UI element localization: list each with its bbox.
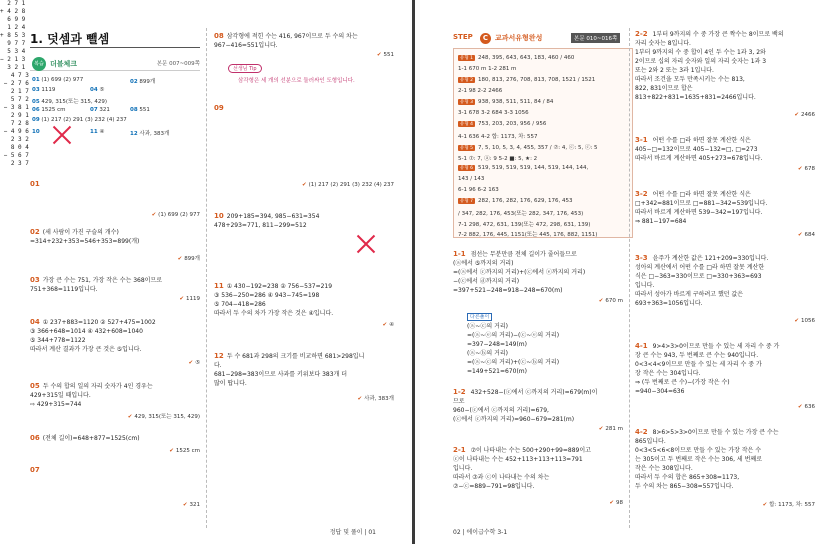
question-2-1: 2-1 ⑦이 나타내는 수는 500+290+99=889이고 ⓒ이 나타내는 수는 452+113+113+113=791 입니다. 따라서 ⑦과 ⓒ이 나타내는 수의 차는 ⑦−ⓒ=889−791=98입니다. bbox=[453, 446, 591, 490]
question-06: 06 (전체 길이)=648+877=1525(cm) bbox=[30, 434, 140, 442]
q3-2-answer: ✔ 684 bbox=[797, 232, 815, 238]
answer-row: 2-1 98 2-2 2466 bbox=[458, 88, 503, 94]
question-3-3: 3-3 윤주가 계산한 값은 121+209=330입니다. 성아의 계산에서 어떤 수를 □라 하면 잘못 계산한 식은 □−363=330이므로 □=330+363=693 입니다. 따라서 성아가 바르게 구하려고 했던 값은 693+363=1056입니다. bbox=[635, 254, 769, 307]
answer-row: 유형 4 753, 203, 203, 956 / 956 bbox=[460, 121, 547, 127]
question-1-1: 1-1 점선는 무분만큼 전체 길이가 줄어들므로 (ⓐ에서 ⑤까지의 거리) =(ⓐ에서 ⓒ까지의 거리)+(ⓒ에서 ⓔ까지의 거리) −(ⓒ에서 ⓓ까지의 거리) =397+521−248=918−248=670(m) bbox=[453, 250, 586, 294]
double-check-box bbox=[30, 55, 200, 173]
review-page-ref: 본문 007~009쪽 bbox=[156, 61, 200, 67]
q3-3-answer: ✔ 1056 bbox=[794, 318, 815, 324]
question-03: 03 가장 큰 수는 751, 가장 작은 수는 368이므로 751+368=1119입니다. bbox=[30, 276, 163, 293]
answer-row: / 347, 282, 176, 453(또는 282, 347, 176, 453) bbox=[458, 211, 584, 217]
q2-1-answer: ✔ 98 bbox=[609, 500, 623, 506]
answer-row: 143 / 143 bbox=[458, 176, 485, 182]
question-08: 08 삼각형에 적힌 수는 416, 967이므로 두 수의 차는 967−416=551입니다. bbox=[214, 32, 358, 49]
question-1-2: 1-2 432+528−(ⓒ에서 ⓒ까지의 거리)=679(m)이 므로 960−(ⓒ에서 ⓒ까지의 거리)=679, (ⓒ에서 ⓒ까지의 거리)=960−679=281(m) bbox=[453, 388, 598, 423]
review-row: 11 ④ bbox=[90, 129, 105, 135]
q09-math-4: 8 0 4 − 5 6 7 2 3 7 bbox=[3, 144, 29, 167]
q1-1-answer: ✔ 670 m bbox=[598, 298, 623, 304]
review-row: 05 429, 315(또는 315, 429) bbox=[32, 99, 108, 105]
answer-row: 유형 6 519, 519, 519, 519, 144, 519, 144, 144, bbox=[460, 165, 589, 171]
answer-row: 유형 1 248, 395, 643, 643, 183, 460 / 460 bbox=[460, 55, 575, 61]
review-badge: 복습 bbox=[32, 57, 46, 71]
hint-badge: 선생님 Tip bbox=[228, 64, 262, 73]
question-09: 09 bbox=[214, 104, 224, 112]
q11-answer: ✔ ④ bbox=[382, 322, 394, 328]
q12-answer: ✔ 사과, 383개 bbox=[357, 396, 394, 402]
chapter-rule bbox=[30, 47, 200, 48]
question-3-1: 3-1 어떤 수를 □라 하면 잘못 계산한 식은 405−□=132이므로 405−132=□, □=273 따라서 바르게 계산하면 405+273=678입니다. bbox=[635, 136, 763, 162]
left-page bbox=[0, 0, 412, 544]
right-page bbox=[415, 0, 827, 544]
q02-answer: ✔ 899개 bbox=[177, 256, 200, 262]
cross-mark-icon bbox=[356, 234, 376, 254]
alternate-solution: 다른풀이 (ⓐ~ⓒ의 거리) =(ⓐ~ⓔ의 거리)−(ⓒ~ⓔ의 거리) =397−248=149(m) (ⓐ~ⓑ의 거리) =(ⓐ~ⓒ의 거리)+(ⓒ~ⓑ의 거리) =149+521=670(m) bbox=[467, 314, 560, 375]
cross-mark-icon bbox=[52, 125, 72, 145]
question-04: 04 ① 237+883=1120 ② 527+475=1002 ③ 366+648=1014 ④ 432+608=1040 ⑤ 344+778=1122 따라서 계산 결과가 가장 큰 것은 ⑤입니다. bbox=[30, 318, 156, 353]
question-12: 12 두 수 681과 298의 크기를 비교하면 681>298입니 다. 681−298=383이므로 사과를 키위보다 383개 더 많이 땁니다. bbox=[214, 352, 365, 387]
question-2-2: 2-2 1부터 9까지의 수 중 가장 큰 짝수는 8이므로 백의 자리 숫자는 8입니다. 1부터 9까지의 수 중 합이 4인 두 수는 1과 3, 2와 2이므로 십의 자리 숫자와 일의 자리 숫자는 1과 3 또는 2와 2 또는 3과 1입니다. 따라서 조건을 모두 만족시키는 수는 813, 822, 831이므로 합은 813+822+831=1635+831=2466입니다. bbox=[635, 30, 784, 101]
step-letter: C bbox=[480, 33, 491, 44]
column-divider bbox=[629, 28, 630, 528]
answer-row: 유형 7 282, 176, 282, 176, 629, 176, 453 bbox=[460, 198, 573, 204]
q3-1-answer: ✔ 678 bbox=[797, 166, 815, 172]
quick-answer-box bbox=[453, 48, 633, 238]
question-01: 01 bbox=[30, 180, 40, 188]
question-3-2: 3-2 어떤 수를 □라 하면 잘못 계산한 식은 □+342=881이므로 □=881−342=539입니다. 따라서 바르게 계산하면 539−342=197입니다. ⇒ 881−197=684 bbox=[635, 190, 768, 225]
review-row: 06 1525 cm bbox=[32, 107, 66, 113]
q07-math: 5 3 4 − 2 1 3 3 2 1 bbox=[0, 48, 26, 71]
q09-math-2: 5 7 2 − 3 8 1 2 9 1 bbox=[3, 96, 29, 119]
answer-row: 5-1 ⑦: 7, ⓐ: 9 5-2 ■: 5, ★: 2 bbox=[458, 156, 538, 162]
step-page-ref: 본문 010~016쪽 bbox=[571, 33, 620, 43]
question-11: 11 ① 430−192=238 ② 756−537=219 ③ 536−250=286 ④ 943−745=198 ⑤ 704−418=286 따라서 두 수의 차가 가장 작은 것은 ④입니다. bbox=[214, 282, 334, 317]
q09-answer: ✔ (1) 217 (2) 291 (3) 232 (4) 237 bbox=[301, 182, 394, 188]
q06-answer: ✔ 1525 cm bbox=[169, 448, 200, 454]
answer-row: 1-1 670 m 1-2 281 m bbox=[458, 66, 517, 72]
answer-row: 7-1 298, 472, 631, 139(또는 472, 298, 631, 139) bbox=[458, 222, 591, 228]
q09-math-1: 4 7 3 − 2 7 6 2 1 7 bbox=[3, 72, 29, 95]
hint-text: 삼각형은 세 개의 선분으로 둘러싸인 도형입니다. bbox=[238, 78, 355, 84]
answer-row: 유형 3 938, 938, 511, 511, 84 / 84 bbox=[460, 99, 554, 105]
column-divider bbox=[206, 28, 207, 528]
q4-2-answer: ✔ 합: 1173, 차: 557 bbox=[762, 502, 815, 508]
chapter-title: 1. 덧셈과 뺄셈 bbox=[30, 32, 110, 46]
q05-answer: ✔ 429, 315(또는 315, 429) bbox=[127, 414, 200, 420]
right-footer: 02 | 에이급수학 3-1 bbox=[453, 529, 508, 536]
review-row: 03 1119 bbox=[32, 87, 56, 93]
review-row: 07 321 bbox=[90, 107, 110, 113]
answer-row: 유형 5 7, 5, 10, 5, 3, 4, 455, 357 / ⑦: 4, ⓒ: 5, ⓒ: 5 bbox=[460, 145, 598, 151]
q08-answer: ✔ 551 bbox=[376, 52, 394, 58]
q03-answer: ✔ 1119 bbox=[179, 296, 200, 302]
review-row: 12 사과, 383개 bbox=[130, 131, 170, 137]
step-title: 교과서유형완성 bbox=[495, 34, 543, 42]
review-row: 04 ⑤ bbox=[90, 87, 105, 93]
q1-2-answer: ✔ 281 m bbox=[598, 426, 623, 432]
question-4-1: 4-1 9>4>3>0이므로 만들 수 있는 세 자리 수 중 가 장 큰 수는 943, 두 번째로 큰 수는 940입니다. 0<3<4<9이므로 만들 수 있는 세 자리 수 중 가 장 작은 수는 304입니다. ⇒ (두 번째로 큰 수)−(가장 작은 수) =940−304=636 bbox=[635, 342, 780, 395]
step-label: STEP bbox=[453, 33, 473, 41]
question-4-2: 4-2 8>6>5>3>0이므로 만들 수 있는 가장 큰 수는 865입니다. 0<3<5<6<8이므로 만들 수 있는 가장 작은 수 는 305이고 두 번째로 작은 수는 306, 세 번째로 작은 수는 308입니다. 따라서 두 수의 합은 865+308=1173, 두 수의 차는 865−308=557입니다. bbox=[635, 428, 779, 490]
answer-row: 6-1 96 6-2 163 bbox=[458, 187, 499, 193]
review-row: 02 899개 bbox=[130, 79, 156, 85]
answer-row: 4-1 636 4-2 합: 1173, 차: 557 bbox=[458, 134, 538, 140]
q01-answer: ✔ (1) 699 (2) 977 bbox=[151, 212, 200, 218]
review-row: 08 551 bbox=[130, 107, 150, 113]
question-02: 02 (세 사람이 가진 구슬의 개수) =314+232+353=546+353=899(개) bbox=[30, 228, 140, 245]
q01-math-2: 1 2 4 + 8 5 3 9 7 7 bbox=[0, 24, 26, 47]
answer-row: 3-1 678 3-2 684 3-3 1056 bbox=[458, 110, 529, 116]
review-row: 01 (1) 699 (2) 977 bbox=[32, 77, 84, 83]
answer-row: 7-2 882, 176, 445, 1151(또는 445, 176, 882, 1151) bbox=[458, 232, 598, 238]
q4-1-answer: ✔ 636 bbox=[797, 404, 815, 410]
review-row: 10 bbox=[32, 129, 40, 135]
step-header bbox=[453, 33, 633, 45]
question-05: 05 두 수의 합의 일의 자리 숫자가 4인 경우는 429+315일 때입니다. ⇨ 429+315=744 bbox=[30, 382, 153, 408]
left-footer: 정답 및 풀이 | 01 bbox=[329, 529, 376, 536]
answer-row: 유형 2 180, 813, 276, 708, 813, 708, 1521 / 1521 bbox=[460, 77, 596, 83]
review-label: 더블체크 bbox=[50, 60, 78, 68]
question-10: 10 209+185=394, 985−631=354 478+293=771, 811−299=512 bbox=[214, 212, 320, 229]
review-row: 09 (1) 217 (2) 291 (3) 232 (4) 237 bbox=[32, 117, 127, 123]
q09-math-3: 7 2 8 − 4 9 6 2 3 2 bbox=[3, 120, 29, 143]
question-07: 07 bbox=[30, 466, 40, 474]
double-check-header bbox=[30, 55, 200, 71]
q01-math-1: 2 7 1 + 4 2 8 6 9 9 bbox=[0, 0, 26, 23]
q2-2-answer: ✔ 2466 bbox=[794, 112, 815, 118]
q07-answer: ✔ 321 bbox=[182, 502, 200, 508]
q04-answer: ✔ ⑤ bbox=[188, 360, 200, 366]
